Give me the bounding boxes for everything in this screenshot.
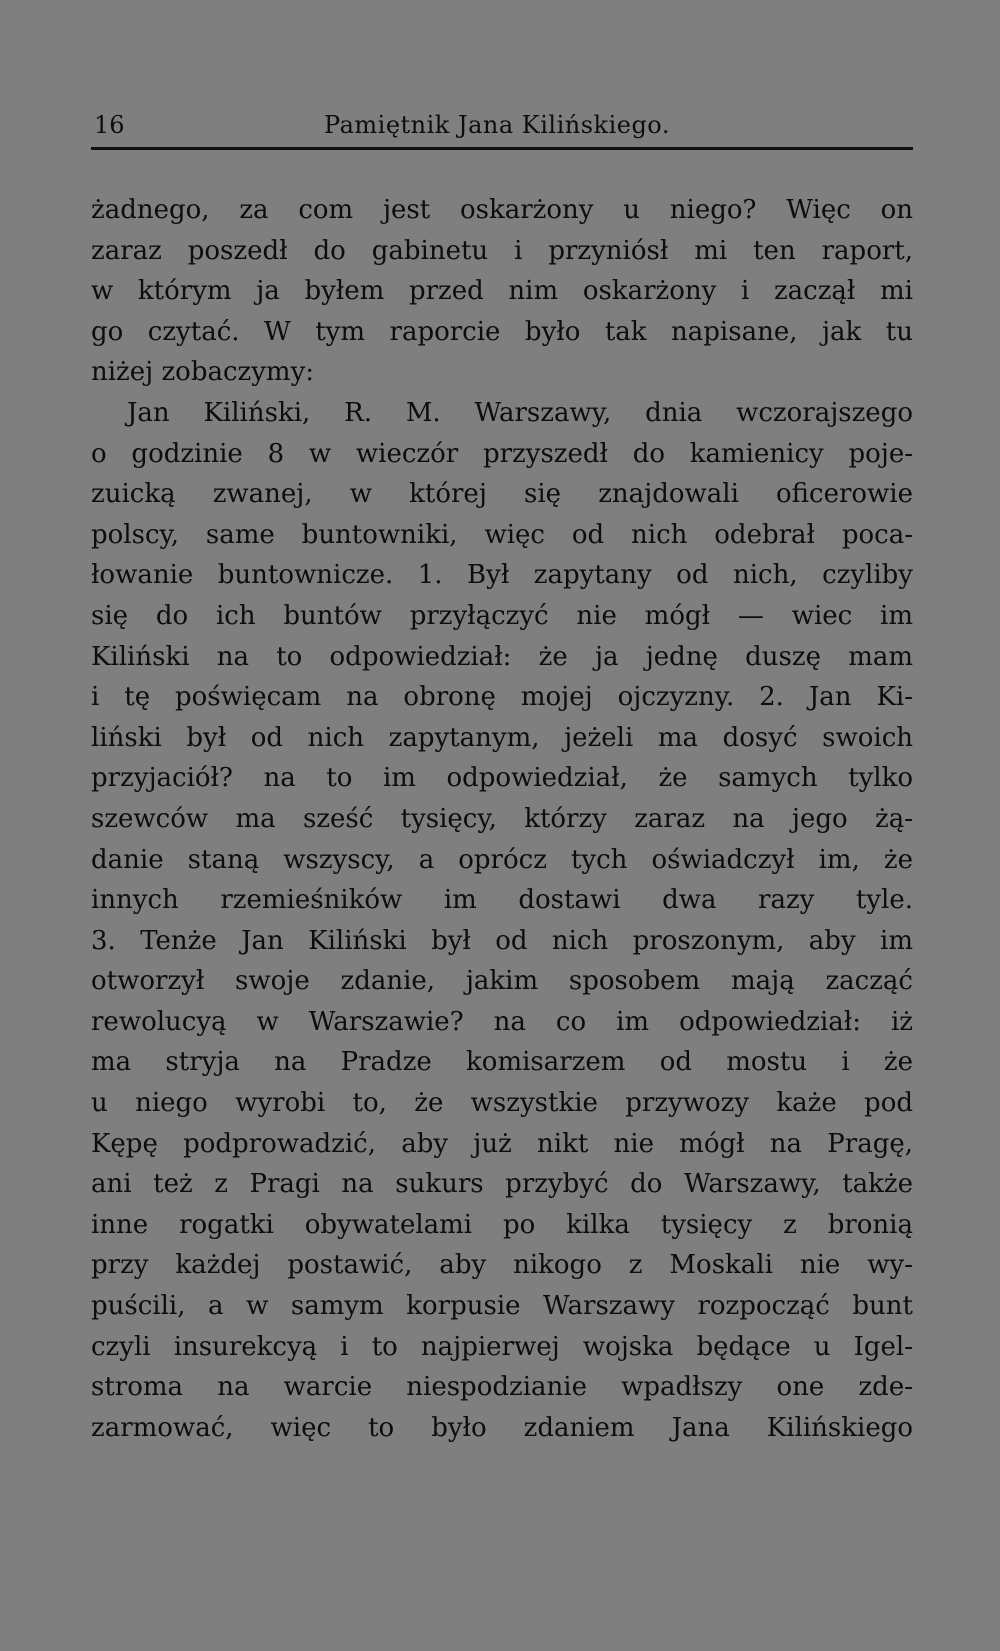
text-line: żadnego, za com jest oskarżony u niego? Więc on	[91, 195, 913, 225]
text-line: przy każdej postawić, aby nikogo z Moskali nie wy-	[91, 1250, 913, 1281]
text-line: łowanie buntownicze. 1. Był zapytany od nich, czyliby	[91, 560, 913, 591]
text-line: otworzył swoje zdanie, jakim sposobem mają zacząć	[91, 966, 913, 997]
text-line: w którym ja byłem przed nim oskarżony i zaczął mi	[91, 276, 913, 307]
text-line: ani też z Pragi na sukurs przybyć do Warszawy, także	[91, 1169, 913, 1200]
text-line: inne rogatki obywatelami po kilka tysięcy z bronią	[91, 1209, 913, 1240]
text-line: u niego wyrobi to, że wszystkie przywozy każe pod	[91, 1088, 913, 1119]
body-text	[91, 190, 913, 1448]
text-line: polscy, same buntowniki, więc od nich odebrał poca-	[91, 519, 913, 550]
text-line: Jan Kiliński, R. M. Warszawy, dnia wczorajszego	[127, 397, 913, 428]
text-line: i tę poświęcam na obronę mojej ojczyzny. 2. Jan Ki-	[91, 682, 913, 713]
text-line: Kiliński na to odpowiedział: że ja jednę duszę mam	[91, 641, 913, 672]
text-line: o godzinie 8 w wieczór przyszedł do kamienicy poje-	[91, 438, 913, 469]
text-line: niżej zobaczymy:	[91, 357, 315, 388]
page-header	[94, 108, 914, 142]
page-number: 16	[94, 111, 125, 139]
text-line: szewców ma sześć tysięcy, którzy zaraz na jego żą-	[91, 803, 913, 834]
text-line: puścili, a w samym korpusie Warszawy rozpocząć bunt	[91, 1291, 913, 1322]
text-line: się do ich buntów przyłączyć nie mógł — wiec im	[91, 600, 913, 631]
text-line: liński był od nich zapytanym, jeżeli ma dosyć swoich	[91, 722, 913, 753]
text-line: stroma na warcie niespodzianie wpadłszy one zde-	[91, 1372, 913, 1403]
running-title: Pamiętnik Jana Kilińskiego.	[324, 111, 670, 139]
text-line: danie staną wszyscy, a oprócz tych oświadczył im, że	[91, 844, 913, 875]
text-line: czyli insurekcyą i to najpierwej wojska będące u Igel-	[91, 1331, 913, 1362]
text-line: innych rzemieśników im dostawi dwa razy tyle.	[91, 885, 913, 916]
text-line: 3. Tenże Jan Kiliński był od nich proszonym, aby im	[91, 925, 913, 956]
header-rule	[91, 147, 913, 150]
text-line: przyjaciół? na to im odpowiedział, że samych tylko	[91, 763, 913, 794]
text-line: zaraz poszedł do gabinetu i przyniósł mi ten raport,	[91, 235, 913, 266]
text-line: Kępę podprowadzić, aby już nikt nie mógł na Pragę,	[91, 1128, 913, 1159]
text-line: ma stryja na Pradze komisarzem od mostu i że	[91, 1047, 913, 1078]
text-line: zuicką zwanej, w której się znajdowali oficerowie	[91, 479, 913, 510]
text-line: go czytać. W tym raporcie było tak napisane, jak tu	[91, 316, 913, 347]
text-line: zarmować, więc to było zdaniem Jana Kilińskiego	[91, 1412, 913, 1443]
text-line: rewolucyą w Warszawie? na co im odpowiedział: iż	[91, 1006, 913, 1037]
